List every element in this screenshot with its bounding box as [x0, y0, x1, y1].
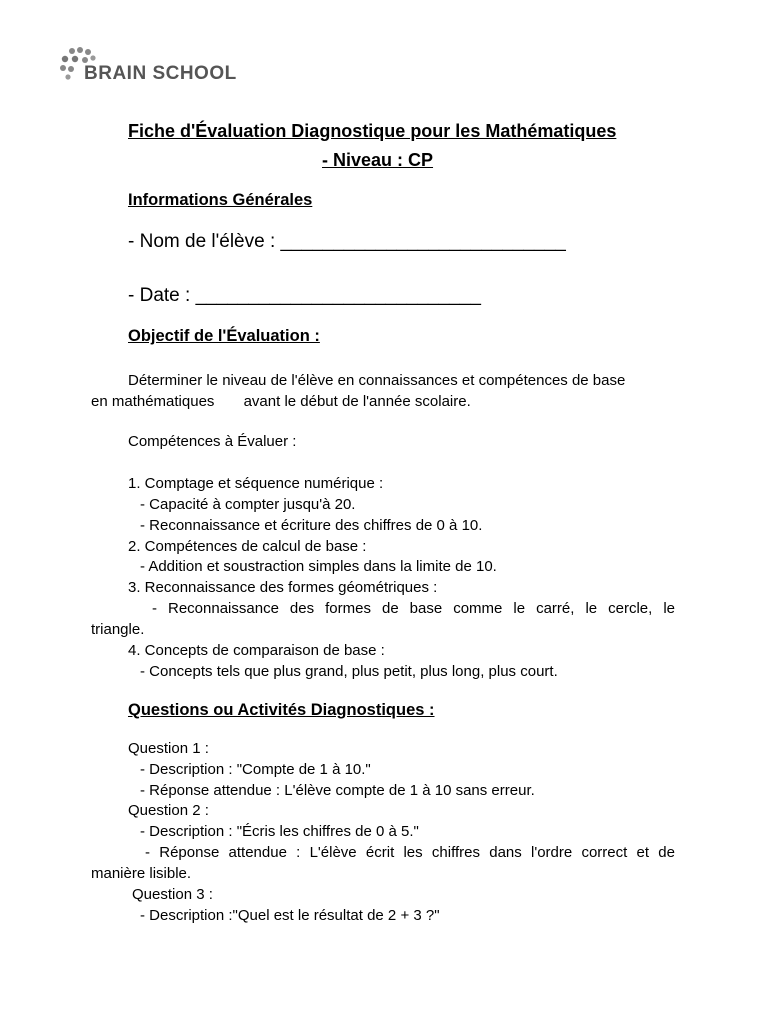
logo-text: BRAIN SCHOOL	[84, 63, 237, 84]
question-line: - Description : "Compte de 1 à 10."	[140, 761, 371, 778]
skill-line: - Capacité à compter jusqu'à 20.	[140, 496, 356, 513]
question-line: - Réponse attendue : L'élève compte de 1 à 10 sans erreur.	[140, 782, 535, 799]
question-line: Question 1 :	[128, 740, 209, 757]
objective-text-line: en mathématiques avant le début de l'année scolaire.	[91, 393, 471, 410]
skill-line: 4. Concepts de comparaison de base :	[128, 642, 385, 659]
skill-line: - Concepts tels que plus grand, plus petit, plus long, plus court.	[140, 663, 558, 680]
skill-line: - Reconnaissance et écriture des chiffres de 0 à 10.	[140, 517, 483, 534]
skill-line: - Addition et soustraction simples dans la limite de 10.	[140, 558, 497, 575]
brain-school-logo	[58, 46, 237, 86]
document-title: Fiche d'Évaluation Diagnostique pour les Mathématiques	[128, 121, 617, 141]
questions-heading: Questions ou Activités Diagnostiques :	[128, 701, 435, 719]
question-line: - Réponse attendue : L'élève écrit les chiffres dans l'ordre correct et de	[145, 844, 675, 861]
objective-heading: Objectif de l'Évaluation :	[128, 327, 320, 345]
objective-text-line: Déterminer le niveau de l'élève en connaissances et compétences de base	[128, 372, 626, 389]
skill-line: - Reconnaissance des formes de base comme le carré, le cercle, le	[152, 600, 675, 617]
student-name-field: - Nom de l'élève : ___________________________	[128, 231, 566, 252]
skill-line: 1. Comptage et séquence numérique :	[128, 475, 384, 492]
question-line: Question 2 :	[128, 802, 209, 819]
skill-line: 3. Reconnaissance des formes géométriques :	[128, 579, 438, 596]
skills-heading: Compétences à Évaluer :	[128, 433, 297, 450]
question-line: manière lisible.	[91, 865, 192, 882]
date-field: - Date : ___________________________	[128, 285, 481, 306]
skill-line: 2. Compétences de calcul de base :	[128, 538, 367, 555]
general-info-heading: Informations Générales	[128, 191, 313, 209]
question-line: - Description :"Quel est le résultat de 2 + 3 ?"	[140, 907, 440, 924]
question-line: Question 3 :	[132, 886, 213, 903]
skill-line: triangle.	[91, 621, 145, 638]
document-title-level: - Niveau : CP	[322, 150, 434, 170]
question-line: - Description : "Écris les chiffres de 0 à 5."	[140, 823, 419, 840]
